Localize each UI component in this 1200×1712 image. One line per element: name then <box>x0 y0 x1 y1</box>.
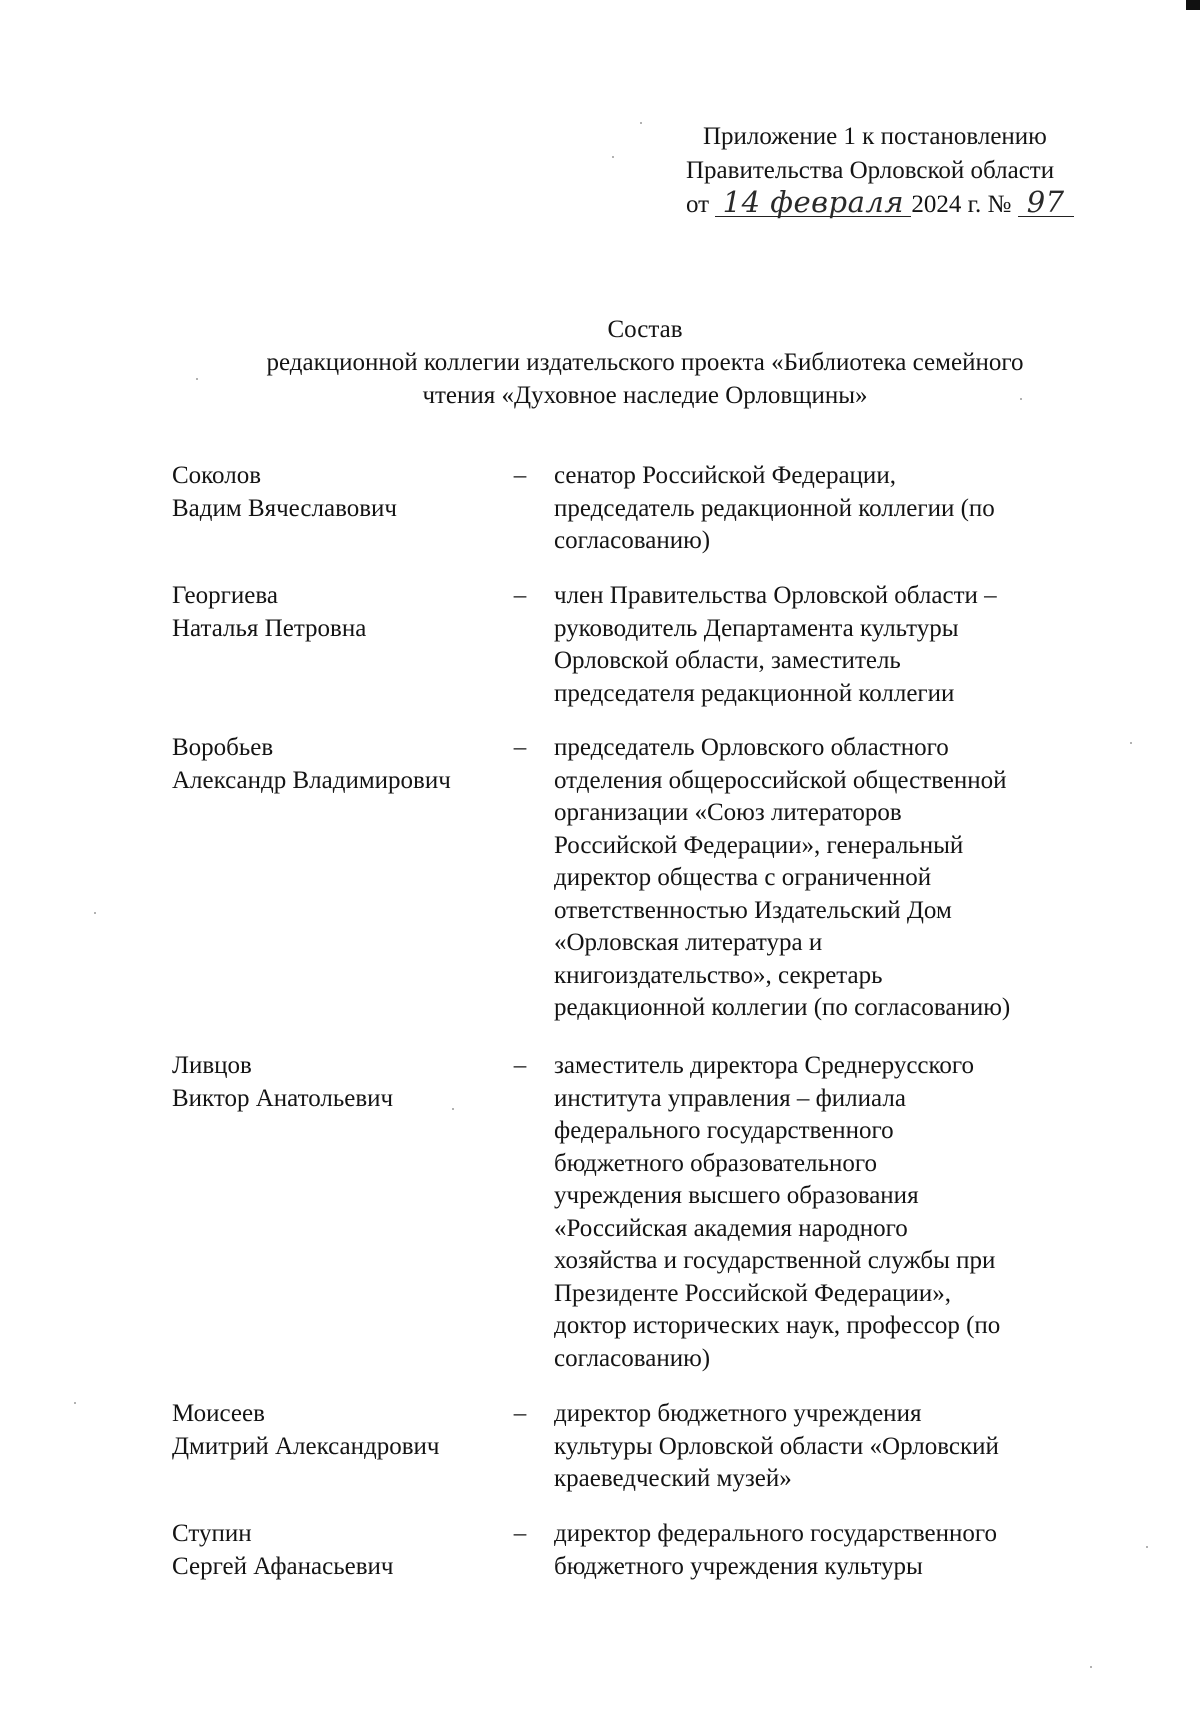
role-line: бюджетного учреждения культуры <box>554 1552 923 1580</box>
role-line: доктор исторических наук, профессор (по <box>554 1312 1001 1339</box>
role-line: руководитель Департамента культуры <box>554 614 959 642</box>
member-dash: – <box>513 1520 527 1547</box>
title-line-3: чтения «Духовное наследие Орловщины» <box>422 382 868 409</box>
role-line: культуры Орловской области «Орловский <box>554 1432 999 1460</box>
year-suffix: 2024 г. № <box>911 191 1012 218</box>
member-role <box>554 1398 1084 1496</box>
role-line: заместитель директора Среднерусского <box>554 1052 975 1079</box>
role-line: Орловской области, заместитель <box>554 647 901 674</box>
role-line: «Российская академия народного <box>554 1214 908 1242</box>
handwritten-number: 97 <box>1018 188 1074 217</box>
role-line: директор федерального государственного <box>554 1520 998 1547</box>
role-line: института управления – филиала <box>554 1084 906 1112</box>
role-line: краеведческий музей» <box>554 1465 792 1492</box>
title-line-1: Состав <box>607 316 683 343</box>
member-surname: Георгиева <box>172 582 278 609</box>
role-line: «Орловская литература и <box>554 929 823 956</box>
role-line: ответственностью Издательский Дом <box>554 896 952 924</box>
role-line: директор общества с ограниченной <box>554 864 932 891</box>
role-line: председатель редакционной коллегии (по <box>554 494 995 522</box>
role-line: согласованию) <box>554 527 711 554</box>
member-surname: Воробьев <box>172 734 274 761</box>
member-given-name: Вадим Вячеславович <box>172 494 397 522</box>
member-surname: Ливцов <box>172 1052 252 1079</box>
member-role <box>554 732 1084 1025</box>
role-line: бюджетного образовательного <box>554 1149 877 1177</box>
member-surname: Соколов <box>172 462 262 489</box>
member-name <box>172 580 502 645</box>
title-line-2: редакционной коллегии издательского проекта «Библиотека семейного <box>266 349 1024 376</box>
appendix-line-2: Правительства Орловской области <box>686 157 1055 184</box>
member-role <box>554 1050 1084 1375</box>
role-line: организации «Союз литераторов <box>554 799 902 826</box>
member-given-name: Наталья Петровна <box>172 614 367 642</box>
role-line: член Правительства Орловской области – <box>554 582 997 609</box>
member-dash: – <box>513 582 527 609</box>
role-line: сенатор Российской Федерации, <box>554 462 896 489</box>
member-name <box>172 1518 502 1583</box>
role-line: отделения общероссийской общественной <box>554 766 1007 794</box>
member-name <box>172 1398 502 1463</box>
member-name <box>172 732 502 797</box>
role-line: редакционной коллегии (по согласованию) <box>554 994 1011 1021</box>
member-name <box>172 460 502 525</box>
member-dash: – <box>513 1400 527 1427</box>
role-line: согласованию) <box>554 1344 711 1372</box>
member-given-name: Сергей Афанасьевич <box>172 1552 394 1580</box>
member-role <box>554 460 1084 558</box>
role-line: книгоиздательство», секретарь <box>554 961 883 989</box>
member-dash: – <box>513 734 527 761</box>
member-role <box>554 1518 1084 1583</box>
member-given-name: Дмитрий Александрович <box>172 1432 440 1460</box>
role-line: директор бюджетного учреждения <box>554 1400 922 1427</box>
member-given-name: Александр Владимирович <box>172 766 451 794</box>
member-surname: Моисеев <box>172 1400 265 1427</box>
role-line: председатель Орловского областного <box>554 734 949 761</box>
member-name <box>172 1050 502 1115</box>
date-prefix: от <box>686 191 710 218</box>
role-line: Президенте Российской Федерации», <box>554 1279 951 1307</box>
role-line: учреждения высшего образования <box>554 1182 919 1209</box>
role-line: федерального государственного <box>554 1117 894 1144</box>
member-role <box>554 580 1084 710</box>
role-line: председателя редакционной коллегии <box>554 679 955 707</box>
member-dash: – <box>513 1052 527 1079</box>
member-surname: Ступин <box>172 1520 252 1547</box>
handwritten-date: 14 февраля <box>715 188 911 217</box>
member-dash: – <box>513 462 527 489</box>
role-line: Российской Федерации», генеральный <box>554 831 964 859</box>
appendix-line-1: Приложение 1 к постановлению <box>703 123 1047 150</box>
role-line: хозяйства и государственной службы при <box>554 1247 996 1274</box>
member-given-name: Виктор Анатольевич <box>172 1084 394 1112</box>
